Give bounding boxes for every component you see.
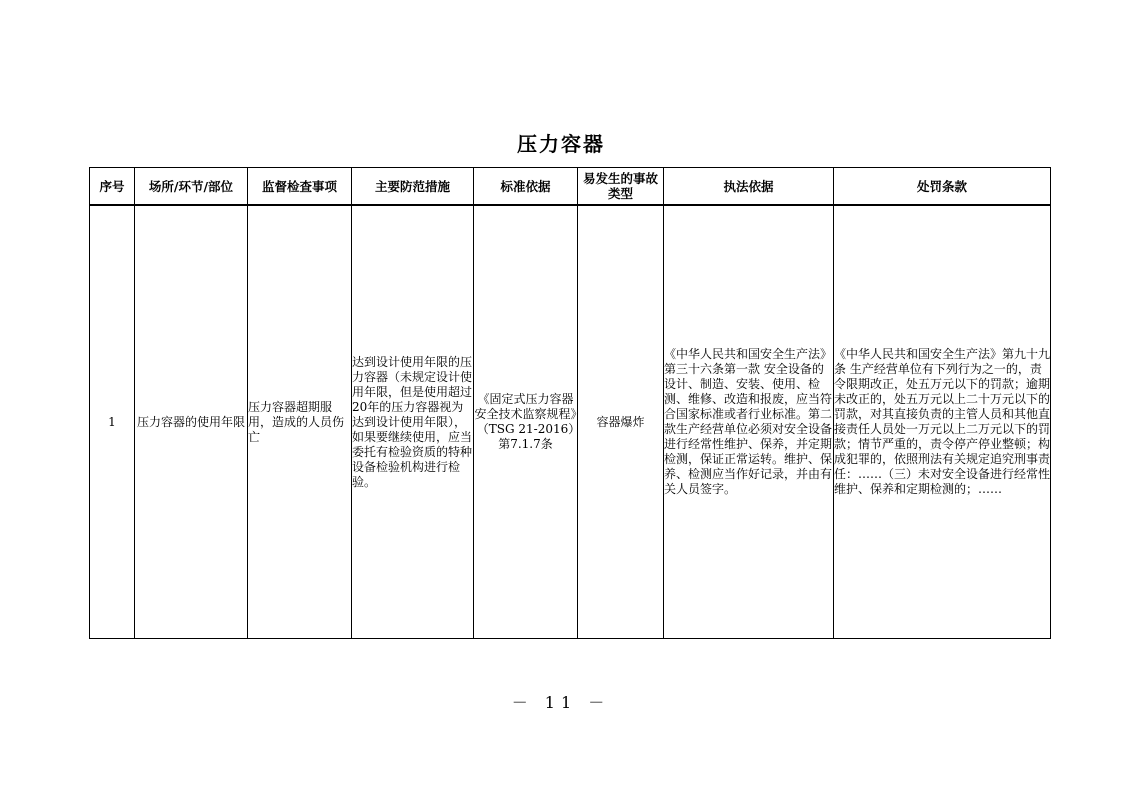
table-row [90,205,1051,639]
header-standard: 标准依据 [474,168,578,206]
cell-legal-basis: 《中华人民共和国安全生产法》第三十六条第一款 安全设备的设计、制造、安装、使用、检测、维修、改造和报废，应当符合国家标准或者行业标准。第二款生产经营单位必须对安全设备进行经常性维护、保养，并定期检测，保证正常运转。维护、保养、检测应当作好记录，并由有关人员签字。 [664,205,834,639]
cell-inspection-item: 压力容器超期服用，造成的人员伤亡 [248,205,352,639]
cell-accident-type: 容器爆炸 [578,205,664,639]
header-legal-basis: 执法依据 [664,168,834,206]
cell-standard: 《固定式压力容器安全技术监察规程》（TSG 21-2016）第7.1.7条 [474,205,578,639]
cell-penalty: 《中华人民共和国安全生产法》第九十九条 生产经营单位有下列行为之一的，责令限期改正，处五万元以下的罚款；逾期未改正的，处五万元以上二十万元以下的罚款，对其直接负责的主管人员和其他直接责任人员处一万元以上二万元以下的罚款；情节严重的，责令停产停业整顿；构成犯罪的，依照刑法有关规定追究刑事责任：……（三）未对安全设备进行经常性维护、保养和定期检测的；…… [834,205,1051,639]
header-penalty: 处罚条款 [834,168,1051,206]
page-title: 压力容器 [517,132,605,156]
page-number: － 11 － [511,693,611,712]
regulation-table [89,167,1051,639]
header-accident-type: 易发生的事故类型 [578,168,664,206]
cell-index: 1 [90,205,135,639]
header-location: 场所/环节/部位 [135,168,248,206]
header-index: 序号 [90,168,135,206]
table-header-row [90,168,1051,206]
header-inspection-item: 监督检查事项 [248,168,352,206]
header-measures: 主要防范措施 [352,168,474,206]
cell-location: 压力容器的使用年限 [135,205,248,639]
cell-measures: 达到设计使用年限的压力容器（未规定设计使用年限，但是使用超过20年的压力容器视为达到设计使用年限），如果要继续使用，应当委托有检验资质的特种设备检验机构进行检验。 [352,205,474,639]
